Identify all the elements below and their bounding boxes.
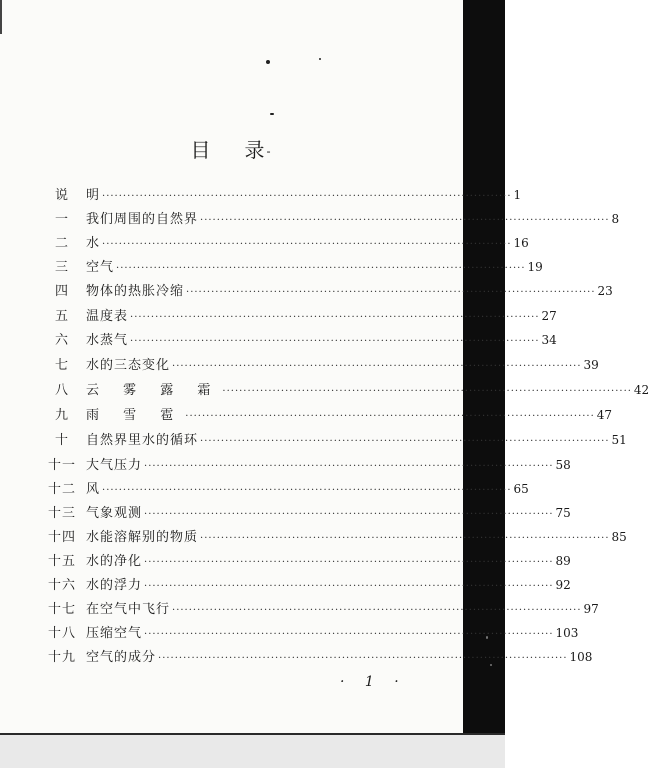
- toc-entry-page: 92: [555, 578, 571, 592]
- dot-leader: ··································································································: [130, 336, 540, 347]
- toc-entry-title: 风: [86, 482, 101, 497]
- toc-entry-title: 气象观测: [86, 506, 143, 521]
- toc-entry-page: 58: [555, 458, 571, 472]
- toc-entry-title: 水: [86, 236, 101, 251]
- toc-entry-page: 19: [527, 260, 543, 274]
- dot-leader: ··································································································: [144, 629, 554, 640]
- toc-entry-number: 六: [54, 333, 69, 348]
- dot-leader: ··································································································: [158, 653, 568, 664]
- toc-entry[interactable]: [38, 478, 529, 500]
- dot-leader: ··································································································: [130, 312, 540, 323]
- dot-leader: ··································································································: [185, 411, 595, 422]
- toc-entry[interactable]: [38, 379, 649, 401]
- dot-leader: ··································································································: [222, 386, 632, 397]
- dot-leader: ··································································································: [200, 436, 610, 447]
- toc-entry-number: 十五: [47, 554, 76, 569]
- toc-entry[interactable]: [38, 622, 579, 644]
- toc-entry-title: 云 雾 露 霜: [86, 383, 221, 398]
- dot-leader: ··································································································: [102, 191, 512, 202]
- toc-entry-page: 75: [555, 506, 571, 520]
- toc-entry[interactable]: [38, 329, 557, 351]
- toc-entry-number: 九: [54, 408, 69, 423]
- toc-entry[interactable]: [38, 454, 571, 476]
- title-char-2: 录: [244, 138, 267, 162]
- toc-entry-title: 在空气中飞行: [86, 602, 171, 617]
- toc-entry-title: 明: [86, 188, 101, 203]
- toc-entry-number: 十一: [47, 458, 76, 473]
- dot-leader: ··································································································: [102, 239, 512, 250]
- toc-entry-title: 水能溶解别的物质: [86, 530, 199, 545]
- toc-entry-title: 压缩空气: [86, 626, 143, 641]
- dot-leader: ··································································································: [172, 605, 582, 616]
- toc-entry[interactable]: [38, 598, 599, 620]
- toc-entry-number: 十四: [47, 530, 76, 545]
- toc-entry-page: 65: [513, 482, 529, 496]
- toc-entry-page: 34: [541, 333, 557, 347]
- toc-entry[interactable]: [38, 208, 620, 230]
- toc-entry-page: 16: [513, 236, 529, 250]
- dot-leader: ··································································································: [144, 461, 554, 472]
- toc-entry-number: 一: [54, 212, 69, 227]
- toc-entry-number: 十七: [47, 602, 76, 617]
- dot-leader: ··································································································: [144, 581, 554, 592]
- toc-entry-title: 水蒸气: [86, 333, 129, 348]
- toc-entry[interactable]: [38, 404, 613, 426]
- page-title: 目 录-: [190, 138, 273, 162]
- dot-leader: ··································································································: [200, 533, 610, 544]
- toc-entry[interactable]: [38, 354, 599, 376]
- toc-entry-title: 水的浮力: [86, 578, 143, 593]
- toc-entry[interactable]: [38, 526, 627, 548]
- toc-entry-number: 八: [54, 383, 69, 398]
- toc-entry-number: 二: [54, 236, 69, 251]
- toc-entry-page: 1: [513, 188, 522, 202]
- title-char-1: 目: [190, 138, 213, 162]
- scan-border-bottom: [0, 735, 505, 768]
- toc-entry-page: 23: [597, 284, 613, 298]
- dot-leader: ··································································································: [200, 215, 610, 226]
- toc-entry-title: 水的三态变化: [86, 358, 171, 373]
- toc-entry[interactable]: [38, 184, 522, 206]
- toc-entry-title: 大气压力: [86, 458, 143, 473]
- toc-entry-title: 物体的热胀冷缩: [86, 284, 185, 299]
- toc-entry-number: 十: [54, 433, 69, 448]
- toc-entry-page: 108: [569, 650, 593, 664]
- toc-entry-number: 十八: [47, 626, 76, 641]
- toc-entry-number: 十二: [47, 482, 76, 497]
- toc-entry-page: 42: [633, 383, 649, 397]
- toc-entry-page: 47: [596, 408, 613, 422]
- toc-entry-number: 三: [54, 260, 69, 275]
- dot-leader: ··································································································: [144, 557, 554, 568]
- toc-entry-page: 85: [611, 530, 627, 544]
- toc-entry-number: 四: [54, 284, 69, 299]
- toc-entry-number: 十六: [47, 578, 76, 593]
- toc-entry[interactable]: [38, 550, 571, 572]
- toc-entry-number: 说: [54, 188, 69, 203]
- dot-leader: ··································································································: [102, 485, 512, 496]
- toc-entry-title: 温度表: [86, 309, 129, 324]
- toc-entry-page: 97: [583, 602, 599, 616]
- toc-entry-page: 51: [611, 433, 627, 447]
- dot-leader: ··································································································: [186, 287, 596, 298]
- toc-entry-number: 十三: [47, 506, 76, 521]
- dot-leader: ··································································································: [116, 263, 526, 274]
- toc-entry-title: 自然界里水的循环: [86, 433, 199, 448]
- toc-entry[interactable]: [38, 574, 571, 596]
- toc-entry[interactable]: [38, 502, 571, 524]
- toc-entry-number: 五: [54, 309, 69, 324]
- toc-entry-number: 七: [54, 358, 69, 373]
- toc-entry[interactable]: [38, 256, 543, 278]
- toc-entry[interactable]: [38, 280, 613, 302]
- toc-entry-title: 我们周围的自然界: [86, 212, 199, 227]
- toc-entry-title: 空气的成分: [86, 650, 157, 665]
- toc-entry-title: 水的净化: [86, 554, 143, 569]
- toc-entry-page: 27: [541, 309, 557, 323]
- toc-entry-page: 89: [555, 554, 571, 568]
- dot-leader: ··································································································: [144, 509, 554, 520]
- toc-entry-title: 雨 雪 雹: [86, 408, 184, 423]
- toc-entry-page: 103: [555, 626, 579, 640]
- toc-entry[interactable]: [38, 646, 593, 668]
- page-number: · 1 ·: [340, 674, 407, 690]
- toc-entry[interactable]: [38, 429, 627, 451]
- toc-entry-number: 十九: [47, 650, 76, 665]
- toc-entry-page: 8: [611, 212, 620, 226]
- toc-entry[interactable]: [38, 232, 529, 254]
- toc-entry-page: 39: [583, 358, 599, 372]
- toc-entry[interactable]: [38, 305, 557, 327]
- dot-leader: ··································································································: [172, 361, 582, 372]
- toc-entry-title: 空气: [86, 260, 115, 275]
